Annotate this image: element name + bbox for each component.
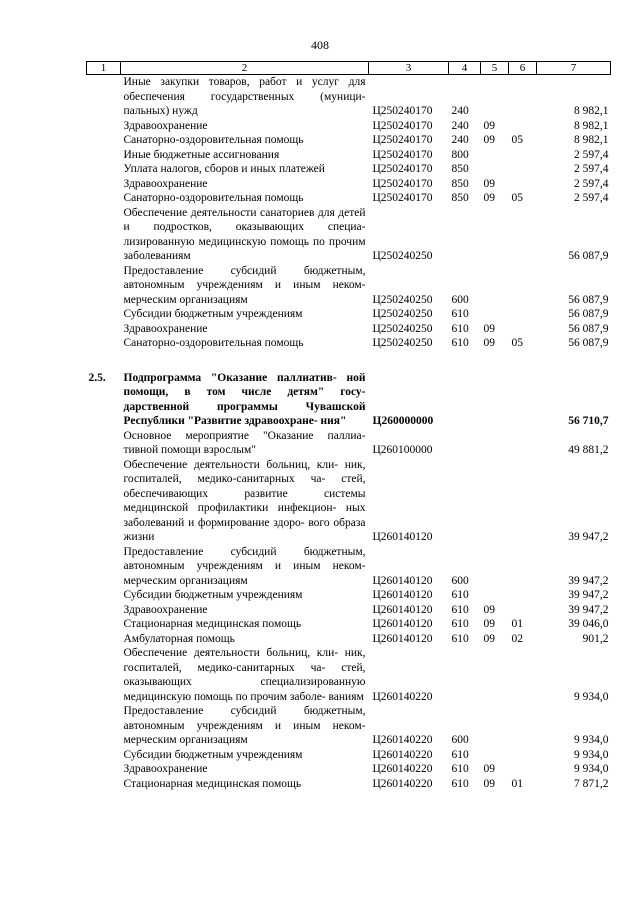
- row-subsection: [509, 762, 537, 777]
- row-expense-type: 240: [451, 134, 469, 146]
- row-amount: 8 982,1: [574, 105, 609, 117]
- row-name: Стационарная медицинская помощь: [123, 777, 302, 790]
- row-section: [481, 162, 509, 177]
- spacer-cell: [121, 351, 369, 371]
- row-code: Ц250240250: [372, 322, 433, 335]
- row-expense-type: 850: [451, 163, 469, 175]
- row-subsection: [509, 177, 537, 192]
- row-amount: 2 597,4: [574, 177, 609, 190]
- row-expense-type: 610: [451, 618, 469, 630]
- row-section: [481, 704, 509, 748]
- row-code: Ц250240170: [372, 163, 433, 175]
- row-name: Субсидии бюджетным учреждениям: [123, 748, 303, 761]
- row-section: 09: [483, 192, 495, 204]
- row-subsection: [509, 206, 537, 264]
- row-code: Ц260140120: [372, 589, 433, 601]
- row-section: [481, 545, 509, 589]
- row-subsection: [509, 307, 537, 322]
- row-number: [87, 632, 121, 647]
- row-code: Ц260140120: [372, 603, 433, 616]
- header-col-7: 7: [537, 62, 611, 75]
- row-amount: 2 597,4: [574, 163, 609, 175]
- row-section: 09: [483, 632, 495, 645]
- table-row: [87, 588, 611, 603]
- row-expense-type: [449, 646, 481, 704]
- row-section: 09: [483, 322, 495, 335]
- page-number: 408: [311, 38, 329, 52]
- table-row: [87, 336, 611, 351]
- row-name: Предоставление субсидий бюджетным, автономным учреждениям и иным неком- мерческим организациям: [123, 264, 366, 306]
- row-section: 09: [483, 337, 495, 349]
- row-section: 09: [483, 119, 495, 132]
- row-code: Ц260140120: [372, 531, 433, 543]
- row-number: [87, 75, 121, 119]
- table-row: [87, 119, 611, 134]
- row-expense-type: 800: [451, 148, 469, 161]
- header-col-6: 6: [509, 62, 537, 75]
- row-subsection: 05: [511, 192, 523, 204]
- row-name: Обеспечение деятельности санаториев для детей и подростков, оказывающих специа- лизированную медицинскую помощь по прочим заболеваниям: [123, 206, 366, 262]
- row-amount: 9 934,0: [574, 748, 609, 761]
- row-subsection: [509, 748, 537, 763]
- row-code: Ц250240250: [372, 308, 433, 320]
- table-row: [87, 777, 611, 792]
- row-amount: 901,2: [582, 632, 609, 645]
- row-code: Ц260140220: [372, 690, 433, 703]
- row-amount: 9 934,0: [574, 690, 609, 703]
- row-amount: 39 947,2: [568, 603, 609, 616]
- table-row: [87, 191, 611, 206]
- row-amount: 56 087,9: [568, 322, 609, 335]
- table-row: [87, 371, 611, 429]
- row-number: [87, 133, 121, 148]
- row-amount: 7 871,2: [574, 777, 609, 790]
- table-row: [87, 646, 611, 704]
- row-expense-type: 610: [451, 589, 469, 601]
- row-expense-type: 610: [451, 322, 469, 335]
- row-number: [87, 191, 121, 206]
- row-code: Ц250240170: [372, 134, 433, 146]
- row-expense-type: 610: [451, 763, 469, 775]
- row-name: Основное мероприятие "Оказание паллиа- тивной помощи взрослым": [123, 429, 366, 456]
- row-section: 09: [483, 618, 495, 630]
- row-amount: 2 597,4: [574, 192, 609, 204]
- row-section: [481, 75, 509, 119]
- row-subsection: 02: [511, 632, 523, 645]
- row-amount: 39 046,0: [568, 618, 609, 630]
- row-amount: 39 947,2: [568, 574, 609, 587]
- row-number: [87, 588, 121, 603]
- header-col-2: 2: [121, 62, 369, 75]
- row-subsection: 05: [511, 134, 523, 146]
- table-row: [87, 206, 611, 264]
- table-row: [87, 632, 611, 647]
- row-expense-type: 240: [451, 105, 469, 117]
- row-amount: 56 710,7: [568, 415, 609, 427]
- row-subsection: [509, 371, 537, 429]
- row-name: Подпрограмма "Оказание паллиатив- ной помощи, в том числе детям" госу- дарственной программы Чувашской Республики "Развитие здравоохране- ния": [123, 371, 366, 427]
- row-amount: 56 087,9: [568, 293, 609, 306]
- row-code: Ц260140120: [372, 632, 433, 645]
- row-expense-type: 610: [451, 603, 469, 616]
- table-row: [87, 458, 611, 545]
- row-name: Здравоохранение: [123, 763, 208, 775]
- row-code: Ц250240170: [372, 119, 433, 132]
- row-name: Стационарная медицинская помощь: [123, 618, 302, 630]
- table-row: [87, 748, 611, 763]
- row-subsection: 01: [511, 777, 523, 790]
- row-number: 2.5.: [88, 371, 106, 384]
- row-amount: 56 087,9: [568, 337, 609, 349]
- row-section: 09: [483, 177, 495, 190]
- row-name: Уплата налогов, сборов и иных платежей: [123, 163, 325, 175]
- table-row: [87, 307, 611, 322]
- row-section: [481, 646, 509, 704]
- row-section: 09: [483, 777, 495, 790]
- row-expense-type: 850: [451, 192, 469, 204]
- row-expense-type: [449, 371, 481, 429]
- row-subsection: [509, 545, 537, 589]
- table-body: [87, 75, 611, 792]
- row-code: Ц250240250: [372, 293, 433, 306]
- row-number: [87, 617, 121, 632]
- row-subsection: [509, 264, 537, 308]
- row-code: Ц260140220: [372, 777, 433, 790]
- spacer-cell: [481, 351, 509, 371]
- row-number: [87, 748, 121, 763]
- row-subsection: [509, 646, 537, 704]
- spacer-cell: [509, 351, 537, 371]
- row-section: [481, 748, 509, 763]
- row-number: [87, 307, 121, 322]
- row-code: Ц260140220: [372, 748, 433, 761]
- header-col-5: 5: [481, 62, 509, 75]
- row-name: Обеспечение деятельности больниц, кли- ник, госпиталей, медико-санитарных ча- стей, оказывающих специализированную медицинскую помощь по прочим заболе- ваниям: [123, 647, 366, 703]
- row-expense-type: [449, 429, 481, 458]
- row-code: Ц250240170: [372, 192, 433, 204]
- table-row: [87, 75, 611, 119]
- row-amount: 9 934,0: [574, 734, 609, 746]
- header-col-1: 1: [87, 62, 121, 75]
- row-expense-type: 600: [451, 293, 469, 306]
- row-expense-type: 240: [451, 119, 469, 132]
- row-name: Здравоохранение: [123, 603, 208, 616]
- row-name: Здравоохранение: [123, 322, 208, 335]
- row-section: [481, 429, 509, 458]
- row-subsection: [509, 588, 537, 603]
- row-subsection: [509, 148, 537, 163]
- row-number: [87, 206, 121, 264]
- row-code: Ц260000000: [372, 415, 434, 427]
- row-subsection: [509, 429, 537, 458]
- row-name: Здравоохранение: [123, 119, 208, 132]
- row-section: [481, 588, 509, 603]
- table-row: [87, 133, 611, 148]
- row-amount: 49 881,2: [568, 444, 609, 456]
- header-col-3: 3: [369, 62, 449, 75]
- row-section: [481, 458, 509, 545]
- row-expense-type: 850: [451, 177, 469, 190]
- table-row: [87, 429, 611, 458]
- row-number: [87, 458, 121, 545]
- row-number: [87, 603, 121, 618]
- row-expense-type: 600: [451, 574, 469, 587]
- row-number: [87, 646, 121, 704]
- header-col-4: 4: [449, 62, 481, 75]
- row-section: [481, 264, 509, 308]
- row-section: [481, 148, 509, 163]
- spacer-cell: [537, 351, 611, 371]
- row-section: [481, 371, 509, 429]
- row-expense-type: 610: [451, 337, 469, 349]
- row-subsection: 05: [511, 337, 523, 349]
- row-number: [87, 762, 121, 777]
- table-row: [87, 704, 611, 748]
- row-name: Санаторно-оздоровительная помощь: [123, 337, 304, 349]
- table-row: [87, 162, 611, 177]
- budget-table: [86, 61, 611, 791]
- row-subsection: 01: [511, 618, 523, 630]
- table-row: [87, 617, 611, 632]
- row-name: Иные закупки товаров, работ и услуг для обеспечения государственных (муници- пальных) нужд: [123, 76, 366, 117]
- row-number: [87, 704, 121, 748]
- row-expense-type: 610: [451, 777, 469, 790]
- row-amount: 9 934,0: [574, 763, 609, 775]
- row-number: [87, 429, 121, 458]
- row-code: Ц250240250: [372, 337, 433, 349]
- row-number: [87, 264, 121, 308]
- row-amount: 56 087,9: [568, 308, 609, 320]
- row-amount: 39 947,2: [568, 531, 609, 543]
- table-row: [87, 762, 611, 777]
- row-amount: 56 087,9: [568, 250, 609, 262]
- row-expense-type: 610: [451, 632, 469, 645]
- row-section: [481, 307, 509, 322]
- row-name: Иные бюджетные ассигнования: [123, 148, 280, 161]
- row-code: Ц260140120: [372, 618, 433, 630]
- table-header-row: [87, 62, 611, 75]
- row-name: Предоставление субсидий бюджетным, автономным учреждениям и иным неком- мерческим организациям: [123, 705, 366, 746]
- spacer-row: [87, 351, 611, 371]
- table-row: [87, 603, 611, 618]
- row-code: Ц250240170: [372, 177, 433, 190]
- row-amount: 39 947,2: [568, 589, 609, 601]
- spacer-cell: [87, 351, 121, 371]
- row-number: [87, 119, 121, 134]
- row-amount: 8 982,1: [574, 119, 609, 132]
- row-subsection: [509, 162, 537, 177]
- row-subsection: [509, 704, 537, 748]
- row-expense-type: [449, 206, 481, 264]
- row-number: [87, 777, 121, 792]
- row-expense-type: [449, 458, 481, 545]
- row-subsection: [509, 119, 537, 134]
- row-expense-type: 610: [451, 308, 469, 320]
- row-section: [481, 206, 509, 264]
- row-code: Ц260140220: [372, 734, 433, 746]
- row-number: [87, 162, 121, 177]
- row-code: Ц250240170: [372, 105, 433, 117]
- row-section: 09: [483, 603, 495, 616]
- table-row: [87, 322, 611, 337]
- row-code: Ц250240250: [372, 250, 433, 262]
- row-name: Санаторно-оздоровительная помощь: [123, 134, 304, 146]
- spacer-cell: [449, 351, 481, 371]
- row-name: Предоставление субсидий бюджетным, автономным учреждениям и иным неком- мерческим организациям: [123, 545, 366, 587]
- row-subsection: [509, 603, 537, 618]
- row-code: Ц260100000: [372, 444, 433, 456]
- table-row: [87, 545, 611, 589]
- row-subsection: [509, 458, 537, 545]
- row-code: Ц260140220: [372, 763, 433, 775]
- row-expense-type: 610: [451, 748, 469, 761]
- row-section: 09: [483, 763, 495, 775]
- row-number: [87, 322, 121, 337]
- row-name: Здравоохранение: [123, 177, 208, 190]
- row-name: Субсидии бюджетным учреждениям: [123, 308, 303, 320]
- table-row: [87, 148, 611, 163]
- row-section: 09: [483, 134, 495, 146]
- row-code: Ц250240170: [372, 148, 433, 161]
- row-name: Обеспечение деятельности больниц, кли- ник, госпиталей, медико-санитарных ча- стей, обеспечивающих развитие системы медицинской профилактики инфекцион- ных заболеваний и формирование здоро- вого образа жизни: [123, 458, 366, 543]
- row-name: Субсидии бюджетным учреждениям: [123, 589, 303, 601]
- row-code: Ц260140120: [372, 574, 433, 587]
- spacer-cell: [369, 351, 449, 371]
- row-subsection: [509, 75, 537, 119]
- row-number: [87, 336, 121, 351]
- row-expense-type: 600: [451, 734, 469, 746]
- row-number: [87, 148, 121, 163]
- row-subsection: [509, 322, 537, 337]
- row-amount: 2 597,4: [574, 148, 609, 161]
- row-number: [87, 545, 121, 589]
- row-name: Санаторно-оздоровительная помощь: [123, 192, 304, 204]
- row-number: [87, 177, 121, 192]
- row-name: Амбулаторная помощь: [123, 632, 235, 645]
- table-row: [87, 264, 611, 308]
- table-row: [87, 177, 611, 192]
- row-amount: 8 982,1: [574, 134, 609, 146]
